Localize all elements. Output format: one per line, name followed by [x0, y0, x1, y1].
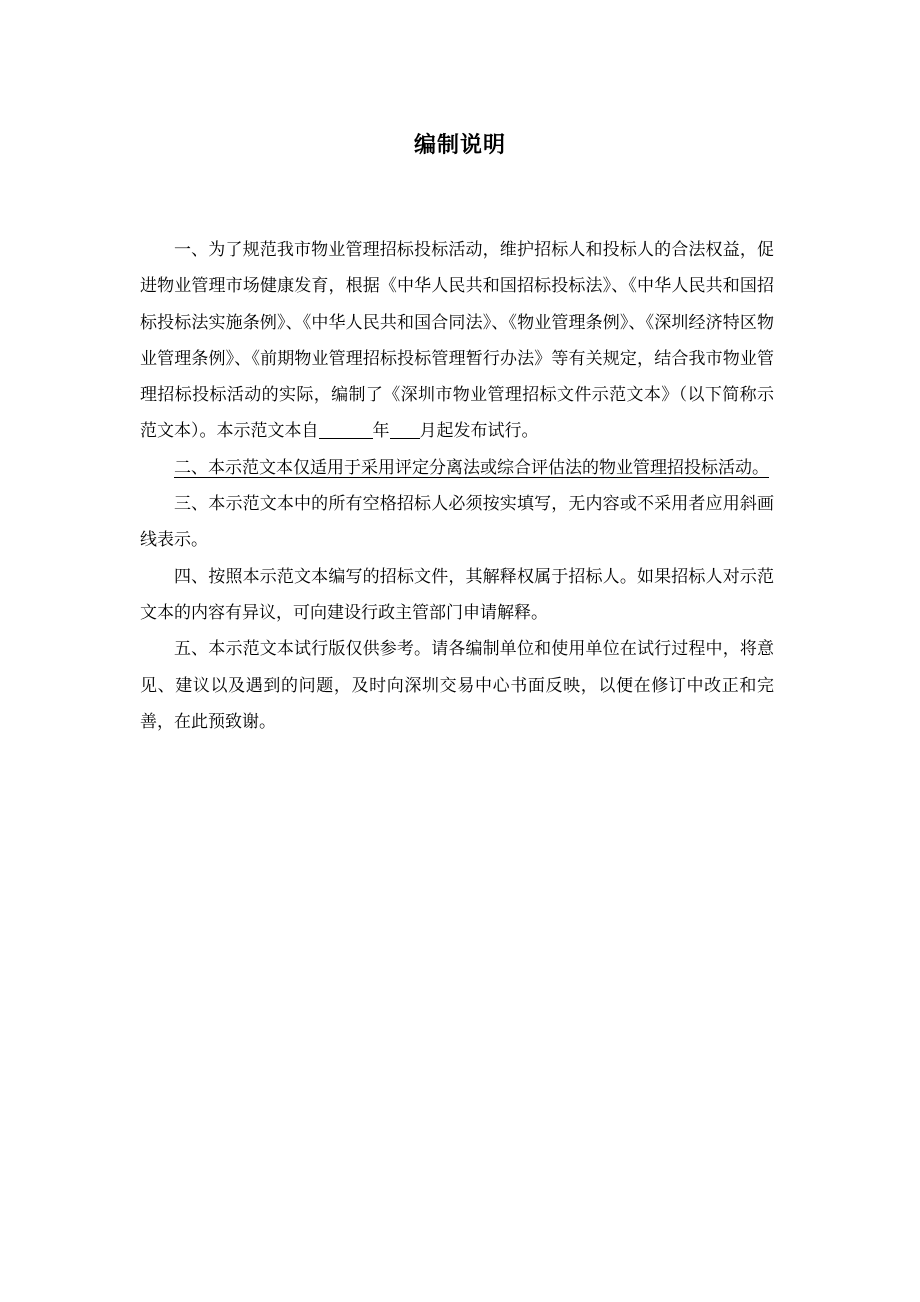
paragraph-2	[140, 450, 774, 486]
document-body	[140, 232, 774, 740]
paragraph-1-text: 一、为了规范我市物业管理招标投标活动，维护招标人和投标人的合法权益，促进物业管理市场健康发育，根据《中华人民共和国招标投标法》、《中华人民共和国招标投标法实施条例》、《中华人民共和国合同法》、《物业管理条例》、《深圳经济特区物业管理条例》、《前期物业管理招标投标管理暂行办法》等有关规定，结合我市物业管理招标投标活动的实际，编制了《深圳市物业管理招标文件示范文本》（以下简称示范文本）。本示范文本自	[140, 240, 774, 442]
paragraph-4: 四、按照本示范文本编写的招标文件，其解释权属于招标人。如果招标人对示范文本的内容有异议，可向建设行政主管部门申请解释。	[140, 566, 774, 623]
paragraph-1-tail: 月起发布试行。	[419, 421, 539, 442]
document-title: 编制说明	[413, 133, 506, 158]
paragraph-5: 五、本示范文本试行版仅供参考。请各编制单位和使用单位在试行过程中，将意见、建议以及遇到的问题，及时向深圳交易中心书面反映，以便在修订中改正和完善，在此预致谢。	[140, 639, 774, 732]
paragraph-1-year-label: 年	[372, 421, 390, 442]
paragraph-2-text: 二、本示范文本仅适用于采用评定分离法或综合评估法的物业管理招投标活动。	[174, 457, 769, 478]
paragraph-3: 三、本示范文本中的所有空格招标人必须按实填写，无内容或不采用者应用斜画线表示。	[140, 494, 774, 551]
year-blank	[319, 421, 373, 439]
month-blank	[390, 421, 420, 439]
paragraph-1	[140, 232, 774, 450]
